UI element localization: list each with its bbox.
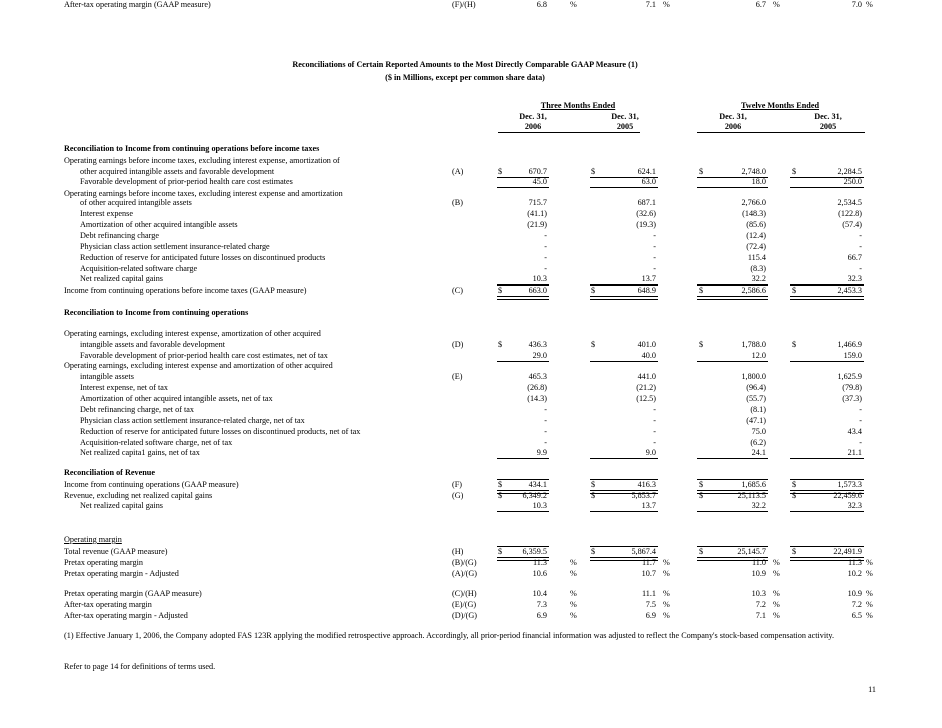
- row-value-col3: (72.4): [746, 242, 766, 251]
- row-label: Operating earnings, excluding interest expense, amortization of other acquired: [64, 329, 321, 338]
- percent-sign: %: [773, 569, 780, 578]
- total-topline: [590, 285, 658, 286]
- dollar-sign: $: [699, 547, 704, 556]
- row-value-col4: 43.4: [847, 427, 862, 436]
- row-value-col1: 10.3: [532, 501, 547, 510]
- row-label: Physician class action settlement insurance-related charge, net of tax: [80, 416, 305, 425]
- subtotal-underline: [697, 361, 768, 362]
- row-reference: (C)/(H): [452, 589, 477, 598]
- row-value-col1: 9.9: [536, 448, 547, 457]
- row-value-col1: 7.3: [536, 600, 547, 609]
- row-label: Acquisition-related software charge: [80, 264, 198, 273]
- row-value-col3: 2,586.6: [741, 286, 766, 295]
- row-value-col2: -: [653, 264, 656, 273]
- row-reference: (G): [452, 491, 464, 500]
- row-value-col1: 6,349.2: [522, 491, 547, 500]
- row-value-col1: -: [544, 264, 547, 273]
- definitions-reference: Refer to page 14 for definitions of terms used.: [64, 662, 216, 671]
- row-label: Total revenue (GAAP measure): [64, 547, 168, 556]
- report-subtitle: ($ in Millions, except per common share data): [385, 73, 545, 82]
- row-reference: (H): [452, 547, 464, 556]
- row-value-col1: -: [544, 253, 547, 262]
- row-value-col2: 624.1: [637, 167, 656, 176]
- row-value-col2: 416.3: [637, 480, 656, 489]
- row-reference: (D): [452, 340, 464, 349]
- row-value-col2: -: [653, 438, 656, 447]
- row-value-col2: -: [653, 253, 656, 262]
- row-value-col1: (14.3): [527, 394, 547, 403]
- row-value-col4: (37.3): [842, 394, 862, 403]
- row-label: After-tax operating margin: [64, 600, 152, 609]
- row-label: Favorable development of prior-period health care cost estimates: [80, 177, 293, 186]
- percent-sign: %: [663, 589, 670, 598]
- percent-sign: %: [570, 0, 577, 9]
- percent-sign: %: [663, 0, 670, 9]
- total-topline: [497, 285, 549, 286]
- row-label: Physician class action settlement insurance-related charge: [80, 242, 270, 251]
- col3-header-line1: Dec. 31,: [719, 112, 747, 121]
- row-value-col2: 63.0: [641, 177, 656, 186]
- row-value-col4: 1,466.9: [837, 340, 862, 349]
- percent-sign: %: [570, 600, 577, 609]
- row-value-col4: -: [859, 405, 862, 414]
- subtotal-underline: [497, 361, 549, 362]
- subtotal-underline: [790, 511, 864, 512]
- subtotal-underline: [790, 361, 864, 362]
- row-value-col4: 6.5: [851, 611, 862, 620]
- row-value-col4: (79.8): [842, 383, 862, 392]
- row-label: After-tax operating margin - Adjusted: [64, 611, 188, 620]
- row-value-col2: 40.0: [641, 351, 656, 360]
- row-value-col1: -: [544, 405, 547, 414]
- row-value-col3: 10.3: [751, 589, 766, 598]
- dollar-sign: $: [699, 491, 704, 500]
- row-label: Revenue, excluding net realized capital gains: [64, 491, 213, 500]
- row-value-col3: 25,145.7: [737, 547, 766, 556]
- row-value-col1: (41.1): [527, 209, 547, 218]
- percent-sign: %: [570, 569, 577, 578]
- row-value-col4: 32.3: [847, 274, 862, 283]
- row-value-col2: 13.7: [641, 274, 656, 283]
- row-value-col3: 32.2: [751, 501, 766, 510]
- dollar-sign: $: [792, 340, 797, 349]
- row-value-col2: -: [653, 231, 656, 240]
- row-label: other acquired intangible assets and favorable development: [80, 167, 275, 176]
- subtotal-underline: [497, 458, 549, 459]
- row-value-col1: (26.8): [527, 383, 547, 392]
- percent-sign: %: [866, 589, 873, 598]
- row-label: Favorable development of prior-period health care cost estimates, net of tax: [80, 351, 328, 360]
- row-value-col2: 11.7: [641, 558, 656, 567]
- row-value-col3: (8.3): [750, 264, 766, 273]
- subtotal-underline: [590, 511, 658, 512]
- dollar-sign: $: [498, 286, 503, 295]
- row-value-col4: 32.3: [847, 501, 862, 510]
- percent-sign: %: [866, 0, 873, 9]
- percent-sign: %: [773, 611, 780, 620]
- percent-sign: %: [773, 0, 780, 9]
- dollar-sign: $: [591, 480, 596, 489]
- row-value-col3: 1,800.0: [741, 372, 766, 381]
- row-value-col3: (12.4): [746, 231, 766, 240]
- row-label: Income from continuing operations (GAAP measure): [64, 480, 239, 489]
- dollar-sign: $: [792, 547, 797, 556]
- row-label: Amortization of other acquired intangible assets: [80, 220, 238, 229]
- row-value-col4: 2,534.5: [837, 198, 862, 207]
- row-value-col3: 7.2: [755, 600, 766, 609]
- col2-header-line2: 2005: [616, 122, 634, 131]
- row-value-col4: 10.2: [847, 569, 862, 578]
- row-value-col2: (21.2): [636, 383, 656, 392]
- row-value-col2: 11.1: [641, 589, 656, 598]
- row-value-col4: 22,491.9: [833, 547, 862, 556]
- footnote: (1) Effective January 1, 2006, the Company adopted FAS 123R applying the modified retrospective approach. Accordingly, all prior-period financial information was adjusted to reflect the Company's stock-based compensation activity.: [64, 631, 835, 640]
- row-label: Interest expense, net of tax: [80, 383, 168, 392]
- percent-sign: %: [663, 611, 670, 620]
- percent-sign: %: [570, 558, 577, 567]
- row-value-col2: 13.7: [641, 501, 656, 510]
- total-topline: [790, 285, 864, 286]
- dollar-sign: $: [792, 167, 797, 176]
- row-label: After-tax operating margin (GAAP measure): [64, 0, 211, 9]
- row-value-col2: (19.3): [636, 220, 656, 229]
- total-topline: [790, 546, 864, 547]
- dollar-sign: $: [699, 167, 704, 176]
- row-value-col2: 7.5: [645, 600, 656, 609]
- row-value-col3: 115.4: [747, 253, 766, 262]
- row-reference: (F)/(H): [452, 0, 476, 9]
- section-heading: Reconciliation to Income from continuing operations before income taxes: [64, 144, 320, 153]
- row-value-col3: 24.1: [751, 448, 766, 457]
- dollar-sign: $: [591, 286, 596, 295]
- row-value-col3: (6.2): [750, 438, 766, 447]
- col4-header-line1: Dec. 31,: [814, 112, 842, 121]
- row-label: Operating earnings before income taxes, excluding interest expense, amortization of: [64, 156, 340, 165]
- dollar-sign: $: [591, 491, 596, 500]
- row-value-col2: 648.9: [637, 286, 656, 295]
- row-value-col4: 22,459.6: [833, 491, 862, 500]
- row-label: Pretax operating margin (GAAP measure): [64, 589, 202, 598]
- dollar-sign: $: [699, 286, 704, 295]
- row-value-col1: 6.8: [536, 0, 547, 9]
- row-reference: (A): [452, 167, 464, 176]
- subtotal-underline: [697, 458, 768, 459]
- row-value-col2: -: [653, 405, 656, 414]
- dollar-sign: $: [498, 480, 503, 489]
- dollar-sign: $: [792, 491, 797, 500]
- subtotal-underline: [590, 458, 658, 459]
- row-value-col1: 10.4: [532, 589, 547, 598]
- dollar-sign: $: [498, 340, 503, 349]
- row-value-col2: (12.5): [636, 394, 656, 403]
- dollar-sign: $: [699, 480, 704, 489]
- total-topline: [697, 546, 768, 547]
- row-value-col3: 1,685.6: [741, 480, 766, 489]
- row-value-col2: -: [653, 416, 656, 425]
- percent-sign: %: [773, 589, 780, 598]
- col1-col2-header-rule: [498, 132, 640, 133]
- row-value-col4: -: [859, 416, 862, 425]
- row-reference: (F): [452, 480, 463, 489]
- total-double-underline: [790, 296, 864, 300]
- row-value-col1: 10.3: [532, 274, 547, 283]
- row-value-col4: -: [859, 438, 862, 447]
- col3-header-line2: 2006: [724, 122, 742, 131]
- row-value-col1: 6.9: [536, 611, 547, 620]
- row-value-col1: -: [544, 416, 547, 425]
- row-value-col3: (8.1): [750, 405, 766, 414]
- percent-sign: %: [866, 569, 873, 578]
- dollar-sign: $: [498, 167, 503, 176]
- total-topline: [497, 479, 549, 480]
- col1-header-line2: 2006: [524, 122, 542, 131]
- row-value-col3: 18.0: [751, 177, 766, 186]
- row-value-col4: 250.0: [843, 177, 862, 186]
- row-value-col2: 9.0: [645, 448, 656, 457]
- row-value-col2: 7.1: [645, 0, 656, 9]
- total-topline: [497, 546, 549, 547]
- total-double-underline: [697, 296, 768, 300]
- header-twelve-months: Twelve Months Ended: [740, 101, 820, 110]
- row-value-col3: (96.4): [746, 383, 766, 392]
- row-value-col3: (47.1): [746, 416, 766, 425]
- row-value-col4: 7.0: [851, 0, 862, 9]
- dollar-sign: $: [498, 547, 503, 556]
- percent-sign: %: [866, 558, 873, 567]
- row-label: Reduction of reserve for anticipated future losses on discontinued products: [80, 253, 326, 262]
- row-label: Reduction of reserve for anticipated future losses on discontinued products, net of tax: [80, 427, 361, 436]
- header-three-months: Three Months Ended: [540, 101, 616, 110]
- total-topline: [590, 546, 658, 547]
- row-label: Debt refinancing charge, net of tax: [80, 405, 194, 414]
- total-double-underline: [590, 296, 658, 300]
- row-value-col3: (148.3): [742, 209, 766, 218]
- row-value-col1: 715.7: [528, 198, 547, 207]
- row-label: Pretax operating margin - Adjusted: [64, 569, 179, 578]
- row-value-col4: 7.2: [851, 600, 862, 609]
- row-reference: (B): [452, 198, 463, 207]
- row-value-col4: (57.4): [842, 220, 862, 229]
- row-value-col1: 10.6: [532, 569, 547, 578]
- subtotal-underline: [590, 187, 658, 188]
- row-reference: (C): [452, 286, 463, 295]
- subtotal-underline: [697, 187, 768, 188]
- percent-sign: %: [773, 558, 780, 567]
- row-label: Pretax operating margin: [64, 558, 143, 567]
- subtotal-underline: [697, 511, 768, 512]
- row-value-col4: -: [859, 264, 862, 273]
- section-heading: Reconciliation to Income from continuing operations: [64, 308, 249, 317]
- row-label: Net realized capital gains: [80, 274, 163, 283]
- row-value-col2: 10.7: [641, 569, 656, 578]
- dollar-sign: $: [591, 547, 596, 556]
- row-value-col1: 465.3: [528, 372, 547, 381]
- row-value-col1: 6,359.5: [522, 547, 547, 556]
- row-value-col4: (122.8): [838, 209, 862, 218]
- col4-header-line2: 2005: [819, 122, 837, 131]
- row-value-col2: 5,853.7: [631, 491, 656, 500]
- row-reference: (E)/(G): [452, 600, 477, 609]
- row-value-col1: 670.7: [528, 167, 547, 176]
- row-label: Acquisition-related software charge, net of tax: [80, 438, 233, 447]
- row-value-col4: -: [859, 242, 862, 251]
- percent-sign: %: [773, 600, 780, 609]
- row-label: Amortization of other acquired intangible assets, net of tax: [80, 394, 273, 403]
- row-value-col3: 10.9: [751, 569, 766, 578]
- dollar-sign: $: [591, 340, 596, 349]
- row-reference: (A)/(G): [452, 569, 478, 578]
- row-label: Net realized capita1 gains, net of tax: [80, 448, 200, 457]
- row-reference: (E): [452, 372, 463, 381]
- total-double-underline: [497, 296, 549, 300]
- dollar-sign: $: [792, 286, 797, 295]
- row-value-col1: -: [544, 242, 547, 251]
- row-value-col3: 11.0: [751, 558, 766, 567]
- row-label: Debt refinancing charge: [80, 231, 159, 240]
- row-value-col4: 11.3: [847, 558, 862, 567]
- report-title: Reconciliations of Certain Reported Amounts to the Most Directly Comparable GAAP Measure (1): [292, 60, 638, 69]
- row-value-col3: (55.7): [746, 394, 766, 403]
- dollar-sign: $: [699, 340, 704, 349]
- row-value-col2: -: [653, 427, 656, 436]
- row-value-col3: 6.7: [755, 0, 766, 9]
- row-value-col3: 2,766.0: [741, 198, 766, 207]
- row-label: Income from continuing operations before income taxes (GAAP measure): [64, 286, 307, 295]
- percent-sign: %: [570, 589, 577, 598]
- total-topline: [697, 285, 768, 286]
- total-topline: [790, 479, 864, 480]
- row-value-col1: -: [544, 438, 547, 447]
- row-value-col2: 6.9: [645, 611, 656, 620]
- row-value-col3: (85.6): [746, 220, 766, 229]
- row-value-col2: 687.1: [637, 198, 656, 207]
- row-value-col4: 2,453.3: [837, 286, 862, 295]
- section-heading: Operating margin: [64, 535, 122, 544]
- subtotal-underline: [590, 361, 658, 362]
- row-label: intangible assets: [80, 372, 134, 381]
- row-value-col1: 11.3: [532, 558, 547, 567]
- col3-col4-header-rule: [697, 132, 865, 133]
- row-value-col4: 159.0: [843, 351, 862, 360]
- subtotal-underline: [497, 511, 549, 512]
- subtotal-underline: [497, 187, 549, 188]
- percent-sign: %: [663, 558, 670, 567]
- col2-header-line1: Dec. 31,: [611, 112, 639, 121]
- row-label: Interest expense: [80, 209, 133, 218]
- dollar-sign: $: [792, 480, 797, 489]
- percent-sign: %: [663, 569, 670, 578]
- row-value-col3: 2,748.0: [741, 167, 766, 176]
- row-reference: (D)/(G): [452, 611, 478, 620]
- percent-sign: %: [866, 600, 873, 609]
- row-value-col1: 29.0: [532, 351, 547, 360]
- dollar-sign: $: [498, 491, 503, 500]
- row-value-col3: 75.0: [751, 427, 766, 436]
- row-value-col1: -: [544, 231, 547, 240]
- row-label: Operating earnings, excluding interest expense and amortization of other acquired: [64, 361, 333, 370]
- row-label: of other acquired intangible assets: [80, 198, 192, 207]
- percent-sign: %: [663, 600, 670, 609]
- row-value-col1: 434.1: [528, 480, 547, 489]
- row-value-col2: 441.0: [637, 372, 656, 381]
- row-value-col1: (21.9): [527, 220, 547, 229]
- row-value-col1: -: [544, 427, 547, 436]
- percent-sign: %: [570, 611, 577, 620]
- row-value-col2: (32.6): [636, 209, 656, 218]
- col1-header-line1: Dec. 31,: [519, 112, 547, 121]
- row-value-col4: 21.1: [847, 448, 862, 457]
- total-topline: [697, 479, 768, 480]
- row-label: Operating earnings before income taxes, excluding interest expense and amortization: [64, 189, 343, 198]
- dollar-sign: $: [591, 167, 596, 176]
- row-value-col4: 1,573.3: [837, 480, 862, 489]
- total-topline: [590, 479, 658, 480]
- subtotal-underline: [790, 187, 864, 188]
- row-reference: (B)/(G): [452, 558, 477, 567]
- row-label: Net realized capital gains: [80, 501, 163, 510]
- page-number: 11: [868, 685, 876, 694]
- row-value-col2: 401.0: [637, 340, 656, 349]
- subtotal-underline: [790, 458, 864, 459]
- row-value-col3: 32.2: [751, 274, 766, 283]
- percent-sign: %: [866, 611, 873, 620]
- row-label: intangible assets and favorable development: [80, 340, 226, 349]
- row-value-col3: 25,113.5: [737, 491, 766, 500]
- row-value-col1: 45.0: [532, 177, 547, 186]
- row-value-col4: 66.7: [847, 253, 862, 262]
- row-value-col2: 5,867.4: [631, 547, 656, 556]
- row-value-col4: 1,625.9: [837, 372, 862, 381]
- row-value-col2: -: [653, 242, 656, 251]
- row-value-col3: 12.0: [751, 351, 766, 360]
- row-value-col4: -: [859, 231, 862, 240]
- row-value-col4: 2,284.5: [837, 167, 862, 176]
- section-heading: Reconciliation of Revenue: [64, 468, 155, 477]
- row-value-col1: 436.3: [528, 340, 547, 349]
- row-value-col4: 10.9: [847, 589, 862, 598]
- row-value-col3: 7.1: [755, 611, 766, 620]
- row-value-col3: 1,788.0: [741, 340, 766, 349]
- row-value-col1: 663.0: [528, 286, 547, 295]
